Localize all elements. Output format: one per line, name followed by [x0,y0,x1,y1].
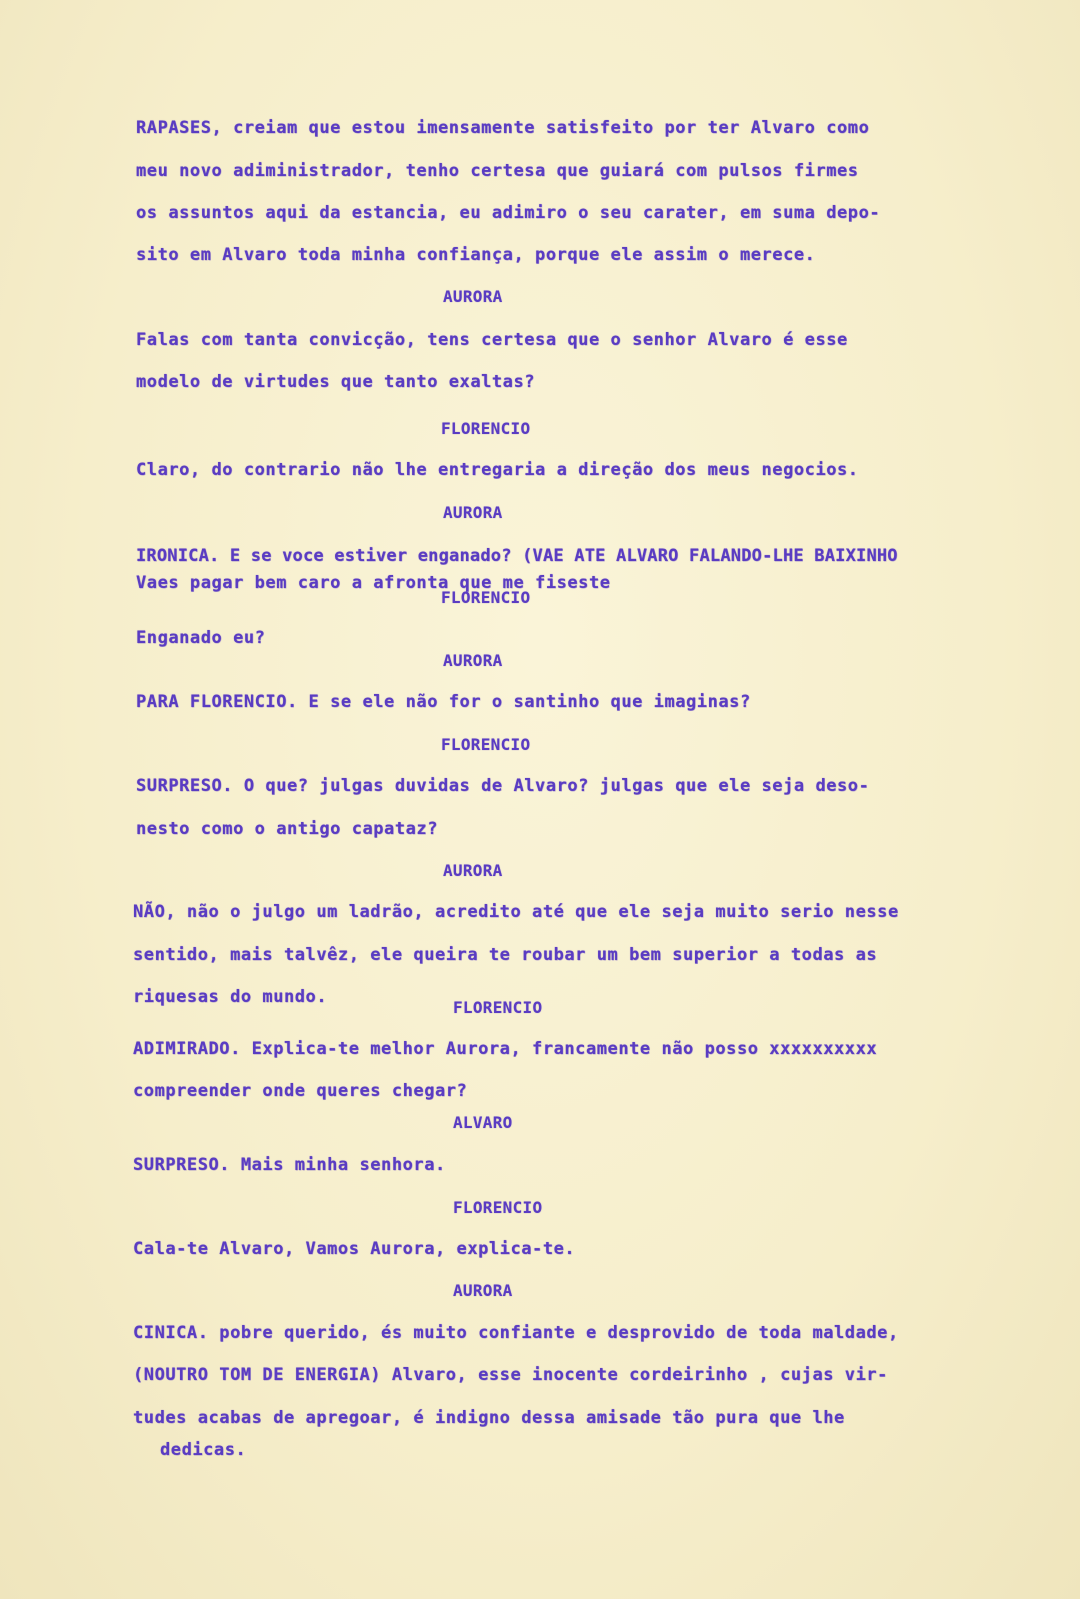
dialogue-line: RAPASES, creiam que estou imensamente satisfeito por ter Alvaro como [136,118,870,138]
dialogue-line: (NOUTRO TOM DE ENERGIA) Alvaro, esse inocente cordeirinho , cujas vir- [133,1365,888,1385]
dialogue-line: riquesas do mundo. [133,987,328,1007]
dialogue-line: SURPRESO. Mais minha senhora. [133,1155,446,1175]
dialogue-line: os assuntos aqui da estancia, eu adimiro o seu carater, em suma depo- [136,203,881,223]
dialogue-line: tudes acabas de apregoar, é indigno dessa amisade tão pura que lhe [133,1408,845,1428]
dialogue-line: Claro, do contrario não lhe entregaria a direção dos meus negocios. [136,460,859,480]
dialogue-line: sentido, mais talvêz, ele queira te roubar um bem superior a todas as [133,945,878,965]
speaker-name: FLORENCIO [453,998,543,1017]
dialogue-line: compreender onde queres chegar? [133,1081,468,1101]
speaker-name: AURORA [453,1281,513,1300]
dialogue-line: NÃO, não o julgo um ladrão, acredito até que ele seja muito serio nesse [133,902,899,922]
dialogue-line: CINICA. pobre querido, és muito confiante e desprovido de toda maldade, [133,1323,899,1343]
dialogue-line: meu novo adiministrador, tenho certesa que guiará com pulsos firmes [136,161,859,181]
speaker-name: AURORA [443,861,503,880]
dialogue-line: sito em Alvaro toda minha confiança, porque ele assim o merece. [136,245,816,265]
speaker-name: FLORENCIO [441,588,531,607]
dialogue-line: SURPRESO. O que? julgas duvidas de Alvaro? julgas que ele seja deso- [136,776,870,796]
dialogue-line: Falas com tanta convicção, tens certesa que o senhor Alvaro é esse [136,330,848,350]
speaker-name: ALVARO [453,1113,513,1132]
dialogue-line: modelo de virtudes que tanto exaltas? [136,372,536,392]
speaker-name: FLORENCIO [441,735,531,754]
dialogue-line: dedicas. [160,1440,247,1460]
dialogue-line: Enganado eu? [136,628,266,648]
dialogue-line: ADIMIRADO. Explica-te melhor Aurora, francamente não posso xxxxxxxxxx [133,1039,878,1059]
dialogue-line: IRONICA. E se voce estiver enganado? (VAE ATE ALVARO FALANDO-LHE BAIXINHO [136,546,898,566]
dialogue-line: Cala-te Alvaro, Vamos Aurora, explica-te. [133,1239,576,1259]
speaker-name: AURORA [443,287,503,306]
dialogue-line: PARA FLORENCIO. E se ele não for o santinho que imaginas? [136,692,751,712]
speaker-name: AURORA [443,503,503,522]
speaker-name: FLORENCIO [441,419,531,438]
speaker-name: FLORENCIO [453,1198,543,1217]
dialogue-line: nesto como o antigo capataz? [136,819,438,839]
dialogue-line: Vaes pagar bem caro a afronta que me fiseste [136,573,611,593]
speaker-name: AURORA [443,651,503,670]
